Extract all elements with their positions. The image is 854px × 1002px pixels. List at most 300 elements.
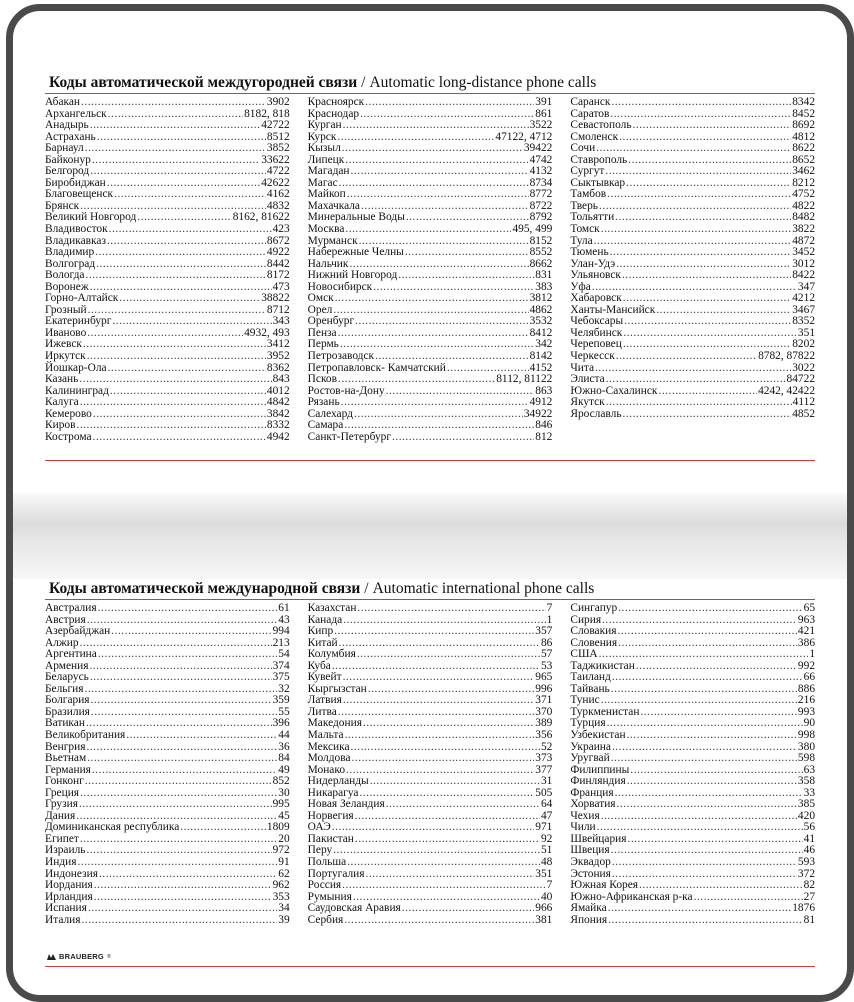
entry-name: Кызыл — [307, 142, 341, 155]
code-entry — [570, 155, 815, 167]
entry-code: 4162 — [266, 188, 290, 201]
entry-name: Кипр — [307, 625, 334, 638]
code-entry — [308, 857, 553, 869]
dot-leader — [402, 903, 534, 915]
entry-name: Тамбов — [570, 188, 607, 201]
dot-leader — [601, 811, 797, 823]
domestic-title-ru: Коды автоматической междугородней связи — [49, 74, 358, 91]
entry-code: 495, 499 — [512, 223, 553, 236]
entry-code: 1 — [546, 613, 553, 626]
entry-code: 1809 — [266, 821, 290, 834]
entry-code: 8412 — [529, 326, 553, 339]
entry-name: Беларусь — [45, 671, 89, 684]
dot-leader — [87, 351, 266, 363]
dot-leader — [355, 811, 540, 823]
entry-name: Азербайджан — [45, 625, 111, 638]
dot-leader — [595, 363, 791, 375]
dot-leader — [80, 638, 272, 650]
entry-name: Саудовская Аравия — [307, 902, 401, 915]
entry-code: 3412 — [266, 338, 290, 351]
notebook-page-frame — [6, 4, 854, 1002]
entry-name: Уругвай — [570, 752, 610, 765]
dot-leader — [90, 166, 266, 178]
entry-name: Сербия — [307, 913, 344, 926]
dot-leader — [351, 742, 540, 754]
code-entry — [570, 892, 815, 904]
entry-name: Йошкар-Ола — [45, 361, 107, 374]
domestic-title: Коды автоматической междугородней связи / Automatic long-distance phone calls — [49, 74, 597, 91]
entry-name: Иваново — [45, 326, 87, 339]
dot-leader — [338, 328, 529, 340]
entry-name: Эстония — [570, 867, 611, 880]
entry-name: Куба — [307, 659, 331, 672]
entry-code: 4812 — [792, 130, 816, 143]
entry-code: 48 — [540, 856, 553, 869]
code-entry — [45, 649, 290, 661]
entry-name: Новосибирск — [307, 280, 373, 293]
entry-name: Киров — [45, 419, 76, 432]
entry-name: Россия — [307, 879, 342, 892]
code-entry — [45, 97, 290, 109]
code-entry — [308, 695, 553, 707]
dot-leader — [618, 603, 802, 615]
code-entry — [308, 432, 553, 444]
dot-leader — [627, 834, 802, 846]
code-entry — [45, 247, 290, 259]
code-entry — [570, 638, 815, 650]
code-entry — [45, 603, 290, 615]
entry-code: 4912 — [529, 396, 553, 409]
entry-name: Хорватия — [570, 798, 616, 811]
entry-code: 8202 — [792, 338, 816, 351]
dot-leader — [633, 120, 792, 132]
code-entry — [45, 822, 290, 834]
entry-code: 34 — [278, 902, 290, 915]
entry-name: Украина — [570, 740, 611, 753]
entry-code: 4242, 42422 — [758, 384, 816, 397]
entry-code: 43 — [278, 613, 290, 626]
entry-code: 82 — [803, 879, 816, 892]
code-entry — [570, 603, 815, 615]
dot-leader — [96, 259, 266, 271]
code-entry — [308, 880, 553, 892]
dot-leader — [398, 270, 534, 282]
dot-leader — [612, 742, 797, 754]
entry-code: 8772 — [529, 188, 553, 201]
entry-name: Финляндия — [570, 775, 626, 788]
brand-logo: BRAUBERG ® — [47, 952, 111, 961]
code-entry — [45, 857, 290, 869]
entry-name: Нижний Новгород — [307, 269, 398, 282]
dot-leader — [606, 374, 786, 386]
dot-leader — [596, 143, 791, 155]
code-entry — [308, 120, 553, 132]
entry-code: 375 — [272, 671, 290, 684]
dot-leader — [366, 869, 535, 881]
code-entry — [308, 718, 553, 730]
entry-code: 4832 — [266, 199, 290, 212]
entry-name: Чита — [570, 361, 595, 374]
code-entry — [570, 224, 815, 236]
entry-name: Чехия — [570, 809, 600, 822]
entry-code: 8162, 81622 — [232, 211, 290, 224]
domestic-title-rule — [45, 93, 815, 94]
entry-name: Испания — [45, 902, 87, 915]
dot-leader — [94, 880, 272, 892]
entry-code: 38822 — [261, 292, 290, 305]
entry-code: 343 — [272, 315, 290, 328]
entry-code: 342 — [535, 338, 553, 351]
entry-code: 359 — [272, 694, 290, 707]
dot-leader — [85, 270, 265, 282]
dot-leader — [352, 753, 535, 765]
dot-leader — [81, 97, 266, 109]
entry-code: 91 — [278, 856, 290, 869]
dot-leader — [612, 672, 803, 684]
entry-code: 372 — [797, 867, 816, 880]
entry-code: 992 — [797, 659, 816, 672]
entry-name: Германия — [45, 763, 91, 776]
entry-code: 996 — [535, 682, 553, 695]
entry-name: Череповец — [570, 338, 622, 351]
dot-leader — [345, 155, 528, 167]
dot-leader — [607, 189, 791, 201]
entry-name: Астрахань — [45, 130, 96, 143]
entry-code: 90 — [803, 717, 816, 730]
code-entry — [308, 143, 553, 155]
dot-leader — [597, 822, 803, 834]
dot-leader — [180, 822, 266, 834]
code-entry — [45, 363, 290, 375]
entry-code: 8622 — [792, 142, 816, 155]
entry-code: 47122, 4712 — [495, 130, 553, 143]
code-entry — [308, 97, 553, 109]
entry-code: 3462 — [792, 165, 816, 178]
entry-name: Байконур — [45, 153, 91, 166]
entry-name: Вьетнам — [45, 752, 87, 765]
code-entry — [308, 166, 553, 178]
entry-code: 8692 — [792, 119, 816, 132]
entry-name: Иркутск — [45, 350, 86, 363]
page-fold — [13, 493, 847, 579]
code-entry — [308, 615, 553, 627]
dot-leader — [624, 316, 791, 328]
entry-name: Курган — [307, 119, 342, 132]
entry-name: Аргентина — [45, 648, 97, 661]
entry-code: 3952 — [266, 350, 290, 363]
code-entry — [570, 753, 815, 765]
entry-name: Ростов-на-Дону — [307, 384, 385, 397]
entry-name: Псков — [307, 373, 337, 386]
entry-name: Италия — [45, 913, 81, 926]
dot-leader — [344, 915, 534, 927]
entry-code: 593 — [797, 856, 816, 869]
code-column — [45, 603, 290, 926]
entry-code: 4842 — [266, 396, 290, 409]
entry-code: 3842 — [266, 407, 290, 420]
dot-leader — [333, 305, 528, 317]
entry-name: Греция — [45, 786, 80, 799]
entry-name: Владикавказ — [45, 234, 106, 247]
dot-leader — [95, 247, 266, 259]
entry-name: Франция — [570, 786, 614, 799]
dot-leader — [640, 707, 796, 719]
code-entry — [45, 903, 290, 915]
entry-name: Польша — [307, 856, 347, 869]
dot-leader — [630, 765, 802, 777]
dot-leader — [87, 328, 243, 340]
entry-code: 4752 — [792, 188, 816, 201]
dot-leader — [623, 328, 797, 340]
dot-leader — [607, 718, 803, 730]
entry-code: 3452 — [792, 246, 816, 259]
code-entry — [570, 374, 815, 386]
dot-leader — [599, 201, 791, 213]
code-entry — [570, 351, 815, 363]
dot-leader — [363, 718, 534, 730]
code-entry — [570, 684, 815, 696]
dot-leader — [627, 776, 797, 788]
entry-code: 8782, 87822 — [758, 350, 816, 363]
dot-leader — [345, 224, 511, 236]
entry-name: ОАЭ — [307, 821, 331, 834]
entry-name: Молдова — [307, 752, 351, 765]
code-column — [45, 97, 290, 443]
entry-code: 54 — [278, 648, 290, 661]
entry-name: Ставрополь — [570, 153, 628, 166]
dot-leader — [617, 799, 797, 811]
code-entry — [570, 386, 815, 398]
code-entry — [308, 316, 553, 328]
entry-name: Кувейт — [307, 671, 342, 684]
dot-leader — [370, 776, 540, 788]
dot-leader — [80, 788, 277, 800]
entry-name: Курск — [307, 130, 337, 143]
entry-name: Тунис — [570, 694, 600, 707]
international-bottom-rule — [45, 966, 815, 967]
code-entry — [45, 730, 290, 742]
code-entry — [45, 753, 290, 765]
code-entry — [45, 143, 290, 155]
dot-leader — [342, 880, 545, 892]
entry-code: 30 — [278, 786, 290, 799]
entry-name: Казань — [45, 373, 79, 386]
entry-code: 962 — [272, 879, 290, 892]
code-entry — [308, 649, 553, 661]
entry-code: 3532 — [529, 315, 553, 328]
entry-code: 49 — [278, 763, 290, 776]
entry-name: Дания — [45, 809, 76, 822]
entry-name: Кострома — [45, 430, 92, 443]
entry-code: 63 — [803, 763, 816, 776]
dot-leader — [76, 420, 265, 432]
entry-code: 8422 — [792, 269, 816, 282]
entry-code: 4872 — [792, 234, 816, 247]
entry-code: 812 — [535, 430, 553, 443]
dot-leader — [343, 120, 529, 132]
code-entry — [45, 915, 290, 927]
entry-name: Узбекистан — [570, 729, 626, 742]
dot-leader — [599, 649, 809, 661]
dot-leader — [88, 903, 277, 915]
code-entry — [308, 753, 553, 765]
dot-leader — [339, 638, 540, 650]
dot-leader — [85, 143, 266, 155]
dot-leader — [88, 305, 266, 317]
entry-name: Турция — [570, 717, 606, 730]
dot-leader — [622, 270, 791, 282]
entry-code: 45 — [278, 809, 290, 822]
dot-leader — [107, 178, 260, 190]
entry-name: Омск — [307, 292, 334, 305]
entry-name: Македония — [307, 717, 362, 730]
code-entry — [308, 328, 553, 340]
code-column — [308, 603, 553, 926]
entry-code: 8722 — [529, 199, 553, 212]
dot-leader — [338, 374, 495, 386]
entry-code: 84 — [278, 752, 290, 765]
entry-code: 8172 — [266, 269, 290, 282]
entry-name: Чебоксары — [570, 315, 624, 328]
code-entry — [570, 132, 815, 144]
entry-code: 33622 — [261, 153, 290, 166]
entry-name: Никарагуа — [307, 786, 359, 799]
entry-name: Армения — [45, 659, 89, 672]
entry-name: Латвия — [307, 694, 342, 707]
code-entry — [308, 351, 553, 363]
entry-code: 377 — [535, 763, 553, 776]
code-entry — [570, 189, 815, 201]
code-entry — [570, 799, 815, 811]
entry-code: 8552 — [529, 246, 553, 259]
code-entry — [45, 409, 290, 421]
code-entry — [570, 707, 815, 719]
entry-code: 213 — [272, 636, 290, 649]
dot-leader — [594, 236, 792, 248]
entry-code: 3467 — [792, 303, 816, 316]
code-entry — [308, 661, 553, 673]
entry-name: Липецк — [307, 153, 345, 166]
entry-name: Владимир — [45, 246, 95, 259]
dot-leader — [111, 626, 271, 638]
dot-leader — [611, 97, 791, 109]
code-entry — [308, 224, 553, 236]
entry-code: 374 — [272, 659, 290, 672]
dot-leader — [114, 189, 266, 201]
code-entry — [45, 386, 290, 398]
entry-name: Саратов — [570, 107, 610, 120]
dot-leader — [628, 155, 791, 167]
domestic-title-en: Automatic long-distance phone calls — [369, 74, 597, 91]
entry-name: Горно-Алтайск — [45, 292, 119, 305]
entry-code: 4932, 493 — [244, 326, 290, 339]
dot-leader — [608, 915, 802, 927]
dot-leader — [90, 120, 260, 132]
entry-name: Австралия — [45, 602, 97, 614]
entry-name: Тайвань — [570, 682, 610, 695]
dot-leader — [98, 649, 277, 661]
entry-name: Ижевск — [45, 338, 82, 351]
dot-leader — [86, 742, 277, 754]
entry-name: Черкесск — [570, 350, 615, 363]
entry-name: Гонконг — [45, 775, 84, 788]
code-entry — [308, 915, 553, 927]
dot-leader — [592, 282, 797, 294]
dot-leader — [608, 903, 792, 915]
entry-code: 852 — [272, 775, 290, 788]
entry-code: 993 — [797, 705, 816, 718]
code-entry — [570, 247, 815, 259]
entry-name: Филиппины — [570, 763, 630, 776]
entry-name: Екатеринбург — [45, 315, 112, 328]
dot-leader — [636, 661, 797, 673]
dot-leader — [107, 236, 266, 248]
entry-name: Швейцария — [570, 832, 627, 845]
entry-code: 357 — [535, 625, 553, 638]
entry-name: Казахстан — [307, 602, 357, 614]
entry-name: Саранск — [570, 96, 611, 108]
code-entry — [308, 409, 553, 421]
code-entry — [45, 189, 290, 201]
entry-code: 861 — [535, 107, 553, 120]
entry-code: 57 — [540, 648, 553, 661]
international-title: Коды автоматической международной связи / Automatic international phone calls — [49, 580, 595, 597]
entry-code: 92 — [540, 832, 553, 845]
entry-code: 42622 — [261, 176, 290, 189]
entry-name: Великобритания — [45, 729, 126, 742]
entry-code: 998 — [797, 729, 816, 742]
entry-code: 3022 — [792, 361, 816, 374]
entry-code: 8662 — [529, 257, 553, 270]
entry-code: 4112 — [792, 396, 816, 409]
entry-code: 4742 — [529, 153, 553, 166]
entry-code: 56 — [803, 821, 816, 834]
dot-leader — [93, 409, 266, 421]
dot-leader — [610, 109, 791, 121]
dot-leader — [606, 397, 792, 409]
dot-leader — [639, 880, 803, 892]
entry-name: Красноярск — [307, 96, 365, 108]
entry-code: 473 — [272, 280, 290, 293]
code-entry — [308, 684, 553, 696]
entry-name: Улан-Удэ — [570, 257, 616, 270]
code-column — [570, 97, 815, 443]
entry-code: 47 — [540, 809, 553, 822]
entry-name: Израиль — [45, 844, 86, 857]
entry-name: Словакия — [570, 625, 617, 638]
code-entry — [570, 409, 815, 421]
entry-name: Тула — [570, 234, 593, 247]
dot-leader — [615, 212, 791, 224]
entry-code: 39422 — [523, 142, 553, 155]
entry-name: Махачкала — [307, 199, 360, 212]
dot-leader — [99, 869, 277, 881]
entry-code: 421 — [797, 625, 816, 638]
entry-code: 216 — [797, 694, 816, 707]
dot-leader — [375, 351, 528, 363]
code-entry — [570, 212, 815, 224]
entry-name: Анадырь — [45, 119, 89, 132]
entry-name: Иордания — [45, 879, 93, 892]
entry-name: Петропавловск- Камчатский — [307, 361, 446, 374]
entry-code: 8142 — [529, 350, 553, 363]
code-entry — [308, 603, 553, 615]
entry-name: Ханты-Мансийск — [570, 303, 656, 316]
entry-code: 385 — [797, 798, 816, 811]
entry-code: 8452 — [792, 107, 816, 120]
dot-leader — [618, 638, 797, 650]
entry-name: Кыргызстан — [307, 682, 367, 695]
